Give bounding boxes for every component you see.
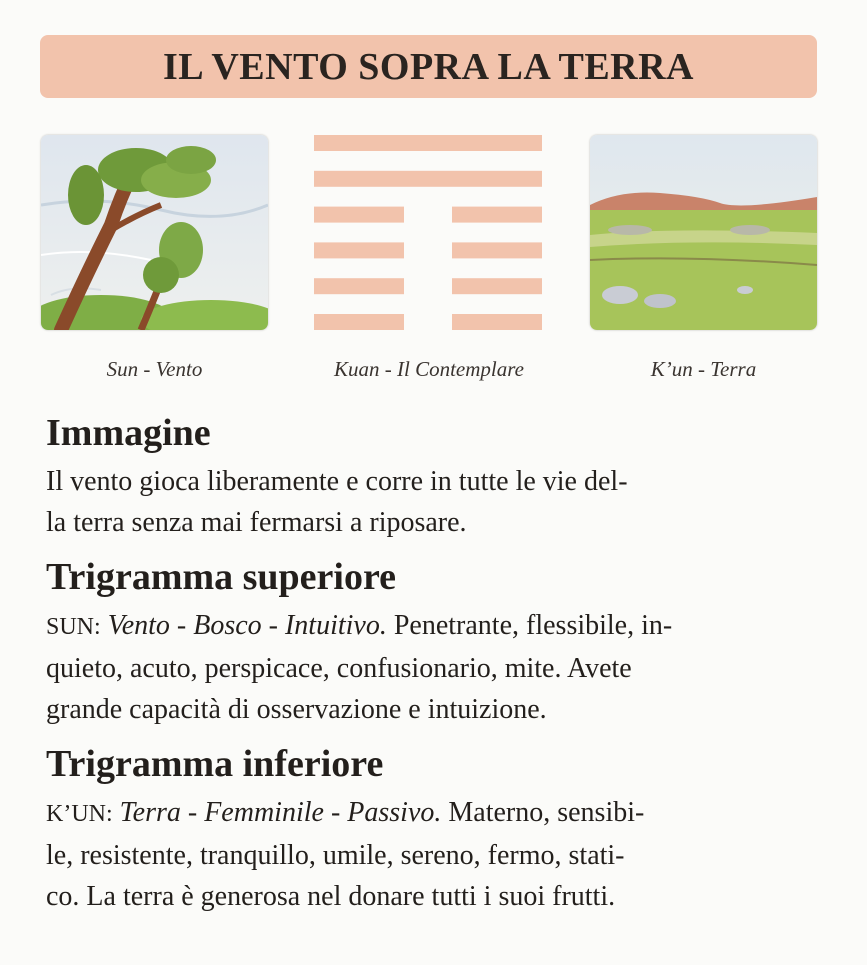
section-trigramma-inferiore (46, 736, 816, 917)
hexagram-lines (314, 135, 542, 330)
heading-trigramma-superiore: Trigramma superiore (46, 556, 397, 598)
immagine-text (46, 461, 816, 543)
superiore-label: SUN: (46, 614, 101, 640)
hexagram-line-2-solid (314, 171, 542, 187)
superiore-line-2: quieto, acuto, perspicace, confusionario, mite. Avete (46, 653, 632, 684)
inferiore-line-2: le, resistente, tranquillo, umile, sereno, fermo, stati- (46, 840, 625, 871)
hexagram-line-1-solid (314, 135, 542, 151)
inferiore-line-3: co. La terra è generosa nel donare tutti i suoi frutti. (46, 881, 616, 912)
inferiore-attributes: Terra - Femminile - Passivo. (119, 797, 442, 828)
hexagram-line-4-broken-left (314, 242, 404, 258)
section-trigramma-superiore (46, 549, 816, 730)
wind-trees-image (41, 135, 268, 330)
hexagram-line-5-broken-right (452, 278, 542, 294)
earth-illustration (590, 135, 817, 330)
heading-immagine: Immagine (46, 412, 211, 454)
inferiore-text-first: Materno, sensibi- (448, 797, 645, 828)
hexagram-line-3-broken-right (452, 207, 542, 223)
caption-kun: K’un - Terra (650, 357, 757, 381)
content (46, 405, 816, 923)
superiore-text-first: Penetrante, flessibile, in- (393, 610, 673, 641)
hexagram-kuan (314, 135, 542, 330)
caption-kuan: Kuan - Il Contemplare (334, 357, 524, 381)
hexagram-line-6-broken-left (314, 314, 404, 330)
earth-meadow-image (590, 135, 817, 330)
immagine-line-1: Il vento gioca liberamente e corre in tutte le vie del- (46, 466, 628, 497)
immagine-line-2: la terra senza mai fermarsi a riposare. (46, 507, 467, 538)
superiore-attributes: Vento - Bosco - Intuitivo. (107, 610, 387, 641)
superiore-text (46, 605, 816, 730)
section-immagine (46, 405, 816, 543)
title-banner (40, 35, 817, 98)
hexagram-line-4-broken-right (452, 242, 542, 258)
wind-illustration (41, 135, 268, 330)
hexagram-line-6-broken-right (452, 314, 542, 330)
superiore-line-3: grande capacità di osservazione e intuizione. (46, 694, 547, 725)
page-title: IL VENTO SOPRA LA TERRA (162, 45, 694, 88)
hexagram-line-5-broken-left (314, 278, 404, 294)
heading-trigramma-inferiore: Trigramma inferiore (46, 743, 384, 785)
inferiore-label: K’UN: (46, 801, 113, 827)
caption-sun: Sun - Vento (106, 357, 203, 381)
inferiore-text (46, 792, 816, 917)
hexagram-line-3-broken-left (314, 207, 404, 223)
